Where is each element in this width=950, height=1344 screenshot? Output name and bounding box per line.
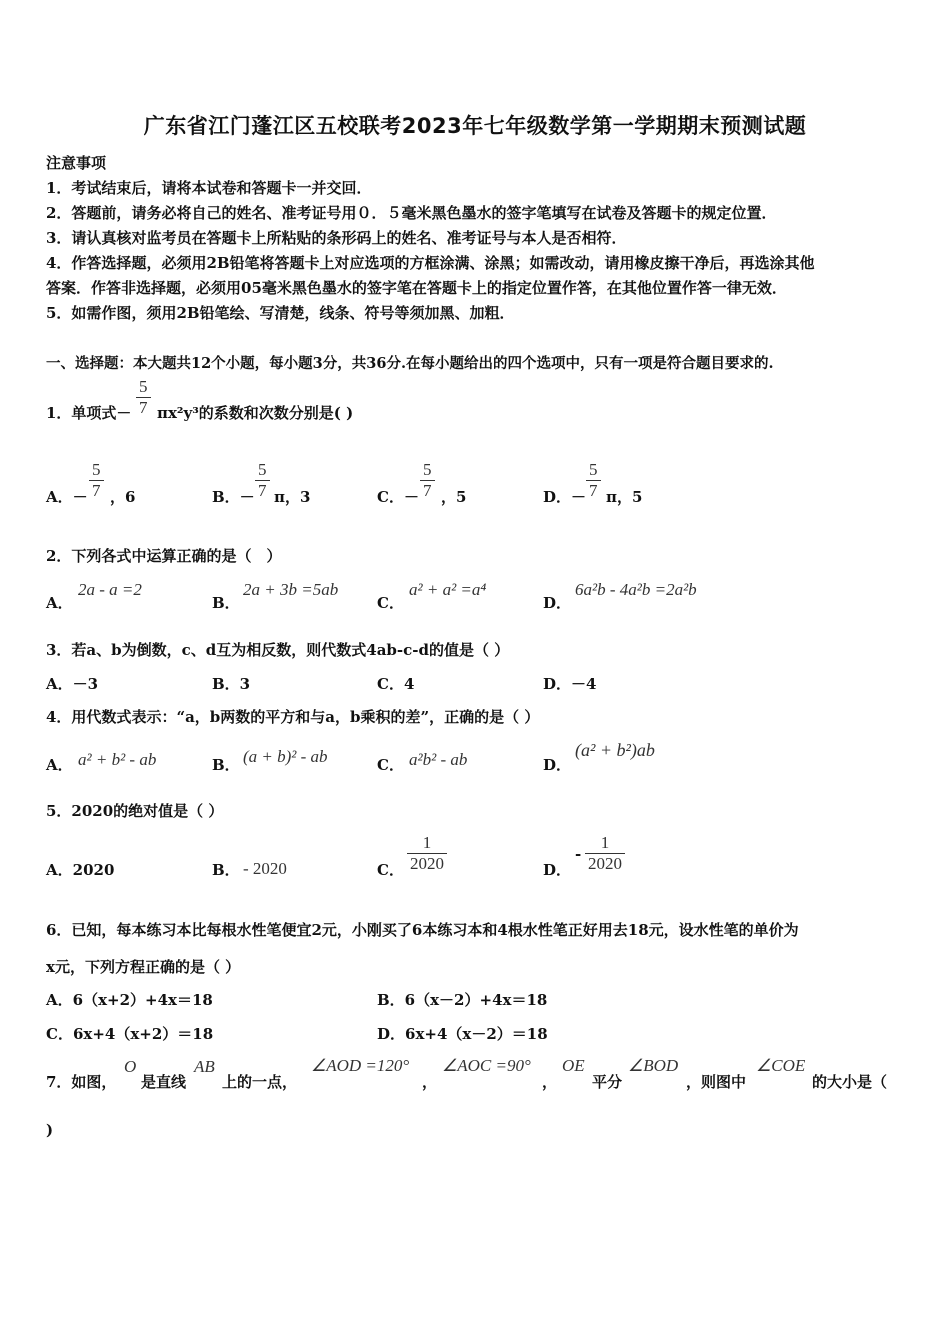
q7-math-aoc: ∠AOC =90° bbox=[442, 1056, 531, 1075]
q7-math-oe: OE bbox=[562, 1056, 585, 1075]
q5-option-b-expr: - 2020 bbox=[243, 859, 287, 878]
q7-math-bod: ∠BOD bbox=[628, 1056, 679, 1075]
frac-num: 5 bbox=[92, 460, 101, 479]
q7-part-4: ， bbox=[422, 1073, 438, 1091]
q7-part-2: 是直线 bbox=[141, 1073, 187, 1091]
q1-option-a-label[interactable]: A．－ bbox=[46, 488, 88, 506]
question-6-stem-line1: 6．已知，每本练习本比每根水性笔便宜2元，小刚买了6本练习本和4根水性笔正好用去18元，设水性笔的单价为 bbox=[46, 921, 799, 939]
q1-option-b-label[interactable]: B．－ bbox=[212, 488, 255, 506]
section-heading: 一、选择题：本大题共12个小题，每小题3分，共36分.在每小题给出的四个选项中，只有一项是符合题目要求的. bbox=[46, 355, 774, 372]
q1-frac-num: 5 bbox=[139, 377, 148, 396]
q3-option-a[interactable]: A．－3 bbox=[46, 675, 99, 693]
q7-part-6: 平分 bbox=[592, 1073, 623, 1091]
q4-option-b-expr: (a + b)² - ab bbox=[243, 747, 328, 766]
q2-option-a-label[interactable]: A． bbox=[46, 594, 73, 612]
q1-option-b-frac bbox=[255, 460, 270, 501]
q7-part-8: 的大小是（ bbox=[812, 1073, 888, 1091]
q1-frac-den: 7 bbox=[136, 397, 151, 418]
q6-option-c[interactable]: C．6x+4（x+2）＝18 bbox=[46, 1025, 214, 1043]
frac-num: 5 bbox=[589, 460, 598, 479]
frac-den: 2020 bbox=[585, 853, 625, 874]
q1-option-b-tail: π，3 bbox=[274, 488, 311, 506]
frac-den: 7 bbox=[89, 480, 104, 501]
q2-option-d-expr: 6a²b - 4a²b =2a²b bbox=[575, 580, 697, 599]
q7-math-o: O bbox=[124, 1057, 137, 1076]
q5-option-b-label[interactable]: B． bbox=[212, 861, 240, 879]
q5-option-c-frac bbox=[407, 833, 447, 874]
q1-option-a-tail: ，6 bbox=[110, 488, 136, 506]
q2-option-d-label[interactable]: D． bbox=[543, 594, 572, 612]
q2-option-a-expr: 2a - a =2 bbox=[78, 580, 142, 599]
q7-math-ab: AB bbox=[194, 1057, 215, 1076]
q6-option-b[interactable]: B．6（x－2）+4x＝18 bbox=[377, 991, 548, 1009]
frac-num: 5 bbox=[258, 460, 267, 479]
question-3-stem: 3．若a、b为倒数，c、d互为相反数，则代数式4ab-c-d的值是（ ） bbox=[46, 641, 510, 659]
q3-option-c[interactable]: C．4 bbox=[377, 675, 415, 693]
q1-option-c-frac bbox=[420, 460, 435, 501]
note-item: 1．考试结束后，请将本试卷和答题卡一并交回． bbox=[46, 179, 372, 197]
q7-part-5: ， bbox=[542, 1073, 558, 1091]
q2-option-b-label[interactable]: B． bbox=[212, 594, 240, 612]
q2-option-c-expr: a² + a² =a⁴ bbox=[409, 580, 487, 599]
frac-num: 5 bbox=[423, 460, 432, 479]
note-item: 2．答题前，请务必将自己的姓名、准考证号用０．５毫米黑色墨水的签字笔填写在试卷及答题卡的规定位置． bbox=[46, 204, 777, 222]
q6-option-a[interactable]: A．6（x+2）+4x＝18 bbox=[46, 991, 213, 1009]
q4-option-b-label[interactable]: B． bbox=[212, 756, 240, 774]
notes-heading: 注意事项 bbox=[46, 154, 107, 172]
q1-option-d-frac bbox=[586, 460, 601, 501]
note-item: 答案．作答非选择题，必须用05毫米黑色墨水的签字笔在答题卡上的指定位置作答，在其他位置作答一律无效． bbox=[46, 279, 787, 297]
q2-option-b-expr: 2a + 3b =5ab bbox=[243, 580, 339, 599]
q7-math-coe: ∠COE bbox=[756, 1056, 806, 1075]
frac-den: 7 bbox=[420, 480, 435, 501]
question-5-stem: 5．2020的绝对值是（ ） bbox=[46, 802, 224, 820]
question-1-prefix: 1．单项式－ bbox=[46, 404, 132, 422]
q4-option-d-expr: (a² + b²)ab bbox=[575, 740, 655, 760]
page-title: 广东省江门蓬江区五校联考2023年七年级数学第一学期期末预测试题 bbox=[143, 114, 807, 138]
q2-option-c-label[interactable]: C． bbox=[377, 594, 404, 612]
q7-part-1: 7．如图， bbox=[46, 1073, 117, 1091]
frac-den: 2020 bbox=[407, 853, 447, 874]
question-2-stem: 2．下列各式中运算正确的是（ ） bbox=[46, 547, 282, 565]
q1-option-c-tail: ，5 bbox=[441, 488, 467, 506]
note-item: 3．请认真核对监考员在答题卡上所粘贴的条形码上的姓名、准考证号与本人是否相符． bbox=[46, 229, 627, 247]
q4-option-c-expr: a²b² - ab bbox=[409, 750, 468, 769]
q4-option-a-expr: a² + b² - ab bbox=[78, 750, 157, 769]
q4-option-c-label[interactable]: C． bbox=[377, 756, 404, 774]
q1-option-d-tail: π，5 bbox=[606, 488, 643, 506]
frac-den: 7 bbox=[255, 480, 270, 501]
question-4-stem: 4．用代数式表示：“a，b两数的平方和与a，b乘积的差”，正确的是（ ） bbox=[46, 708, 540, 726]
q7-math-aod: ∠AOD =120° bbox=[311, 1056, 410, 1075]
q7-part-7: ，则图中 bbox=[686, 1073, 747, 1091]
q3-option-d[interactable]: D．－4 bbox=[543, 675, 597, 693]
note-item: 5．如需作图，须用2B铅笔绘、写清楚，线条、符号等须加黑、加粗． bbox=[46, 304, 515, 322]
frac-den: 7 bbox=[586, 480, 601, 501]
q1-fraction bbox=[136, 377, 151, 418]
q3-option-b[interactable]: B．3 bbox=[212, 675, 251, 693]
question-6-stem-line2: x元，下列方程正确的是（ ） bbox=[46, 958, 241, 976]
q5-option-d-label[interactable]: D． bbox=[543, 861, 572, 879]
q1-option-c-label[interactable]: C．－ bbox=[377, 488, 419, 506]
q4-option-d-label[interactable]: D． bbox=[543, 756, 572, 774]
frac-num: 1 bbox=[422, 833, 432, 852]
q7-part-3: 上的一点， bbox=[222, 1073, 298, 1091]
q5-option-d-frac bbox=[585, 833, 625, 874]
q1-option-d-label[interactable]: D．－ bbox=[543, 488, 587, 506]
frac-num: 1 bbox=[600, 833, 610, 852]
question-1-suffix: πx²y³的系数和次数分别是( ) bbox=[157, 404, 354, 422]
q5-option-c-label[interactable]: C． bbox=[377, 861, 404, 879]
q6-option-d[interactable]: D．6x+4（x－2）＝18 bbox=[377, 1025, 548, 1043]
q4-option-a-label[interactable]: A． bbox=[46, 756, 73, 774]
note-item: 4．作答选择题，必须用2B铅笔将答题卡上对应选项的方框涂满、涂黑；如需改动，请用橡皮擦干净后，再选涂其他 bbox=[46, 254, 815, 272]
q7-close: ) bbox=[46, 1121, 54, 1139]
q5-option-a[interactable]: A．2020 bbox=[46, 861, 115, 879]
q1-option-a-frac bbox=[89, 460, 104, 501]
q5-option-d-sign: - bbox=[575, 845, 582, 863]
